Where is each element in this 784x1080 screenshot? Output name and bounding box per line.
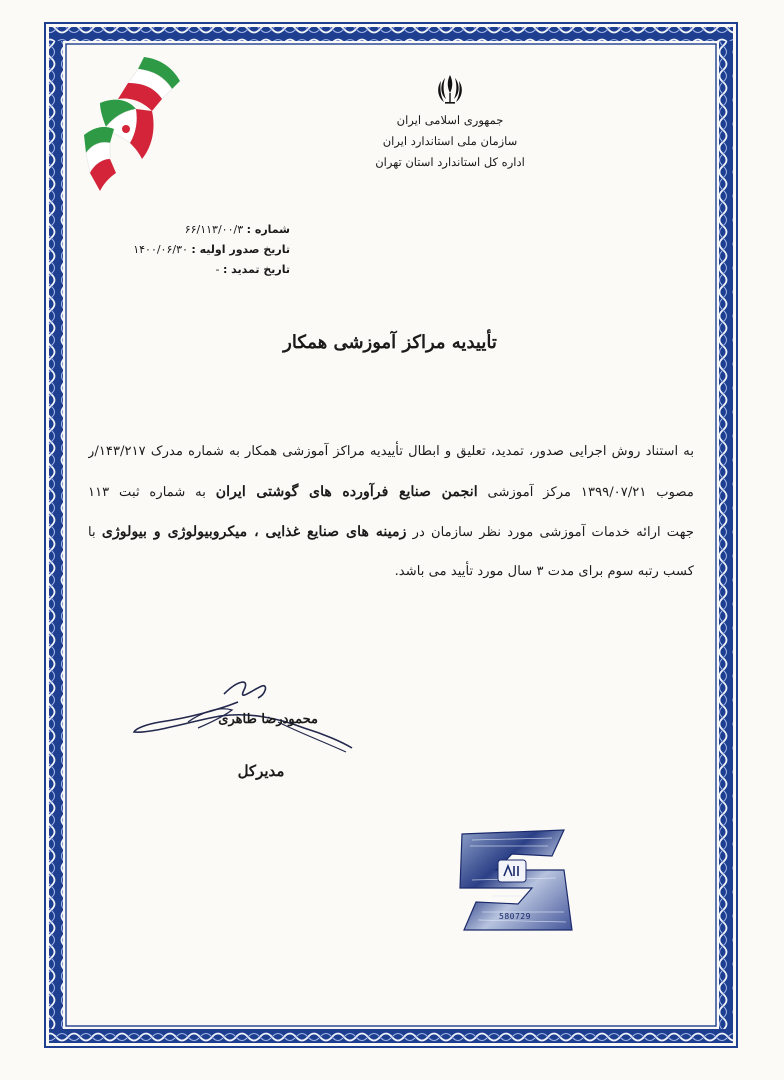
- header-country: جمهوری اسلامی ایران: [396, 113, 504, 127]
- reference-number-row: [140, 220, 290, 240]
- iran-flag-logo: [76, 55, 194, 195]
- hologram-security-seal: [452, 826, 576, 934]
- body-line-2-post: به شماره ثبت ۱۱۳: [88, 485, 206, 500]
- signer-name: محمودرضا طاهری: [218, 712, 318, 727]
- issue-date-row: [133, 240, 290, 260]
- renewal-date-row: [140, 260, 290, 280]
- center-name: انجمن صنایع فرآورده های گوشتی ایران: [215, 484, 478, 500]
- signer-title: مدیرکل: [237, 762, 285, 780]
- body-line-4: کسب رتبه سوم برای مدت ۳ سال مورد تأیید می باشد.: [394, 564, 694, 579]
- header-organization: سازمان ملی استاندارد ایران: [382, 134, 518, 148]
- body-line-2-pre: مصوب ۱۳۹۹/۰۷/۲۱ مرکز آموزشی: [487, 485, 694, 500]
- reference-block: [133, 220, 290, 280]
- training-fields: زمینه های صنایع غذایی ، میکروبیولوژی و بیولوژی: [101, 524, 407, 540]
- body-line-1: به استناد روش اجرایی صدور، تمدید، تعلیق و ابطال تأییدیه مراکز آموزشی همکار به شماره مدرک ۱۴۳/۲۱۷/ر: [88, 444, 694, 459]
- body-line-2: [88, 472, 694, 512]
- header-office: اداره کل استاندارد استان تهران: [375, 155, 525, 169]
- reference-number-value: ۶۶/۱۱۳/۰۰/۳: [184, 223, 244, 236]
- body-line-3-post: با: [88, 525, 96, 540]
- certificate-title: تأییدیه مراکز آموزشی همکار: [283, 332, 497, 353]
- renewal-date-value: -: [215, 263, 220, 276]
- issue-date-label: تاریخ صدور اولیه :: [191, 243, 290, 256]
- certificate-body: [88, 432, 694, 592]
- hologram-serial: 580729: [499, 912, 531, 921]
- body-line-3-pre: جهت ارائه خدمات آموزشی مورد نظر سازمان در: [412, 525, 694, 540]
- reference-number-label: شماره :: [246, 223, 290, 236]
- renewal-date-label: تاریخ تمدید :: [222, 263, 290, 276]
- iran-emblem-icon: [437, 72, 463, 106]
- body-line-3: [88, 512, 694, 552]
- issue-date-value: ۱۴۰۰/۰۶/۳۰: [133, 243, 188, 256]
- issuer-header: [360, 72, 540, 173]
